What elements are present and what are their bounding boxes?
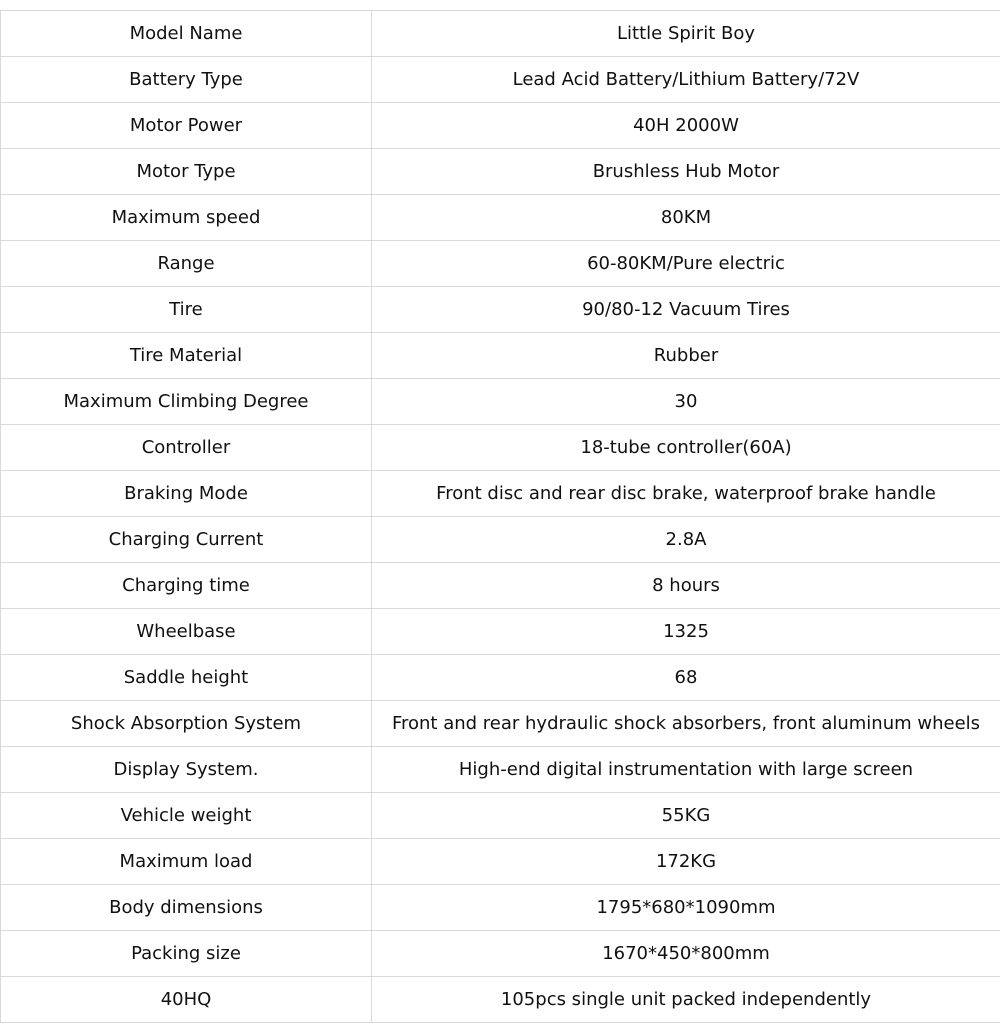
spec-label: Tire bbox=[1, 287, 372, 333]
spec-label: Shock Absorption System bbox=[1, 701, 372, 747]
spec-label: Body dimensions bbox=[1, 885, 372, 931]
spec-label: Range bbox=[1, 241, 372, 287]
table-row bbox=[1, 517, 1000, 563]
spec-label: Packing size bbox=[1, 931, 372, 977]
spec-value: 90/80-12 Vacuum Tires bbox=[372, 287, 1000, 333]
spec-value: 1795*680*1090mm bbox=[372, 885, 1000, 931]
spec-label: Motor Type bbox=[1, 149, 372, 195]
table-row bbox=[1, 425, 1000, 471]
spec-label: Charging time bbox=[1, 563, 372, 609]
table-row bbox=[1, 563, 1000, 609]
table-row bbox=[1, 655, 1000, 701]
spec-value: 2.8A bbox=[372, 517, 1000, 563]
spec-value: 172KG bbox=[372, 839, 1000, 885]
table-row bbox=[1, 333, 1000, 379]
spec-value: 68 bbox=[372, 655, 1000, 701]
spec-value: 55KG bbox=[372, 793, 1000, 839]
table-row bbox=[1, 793, 1000, 839]
spec-value: Little Spirit Boy bbox=[372, 11, 1000, 57]
spec-label: Controller bbox=[1, 425, 372, 471]
spec-value: 40H 2000W bbox=[372, 103, 1000, 149]
spec-label: Charging Current bbox=[1, 517, 372, 563]
table-row bbox=[1, 379, 1000, 425]
table-row bbox=[1, 609, 1000, 655]
spec-value: 80KM bbox=[372, 195, 1000, 241]
table-row bbox=[1, 149, 1000, 195]
spec-value: 30 bbox=[372, 379, 1000, 425]
spec-value: High-end digital instrumentation with large screen bbox=[372, 747, 1000, 793]
table-row bbox=[1, 977, 1000, 1023]
spec-label: Display System. bbox=[1, 747, 372, 793]
spec-table bbox=[0, 10, 1000, 1023]
table-row bbox=[1, 287, 1000, 333]
spec-value: 1325 bbox=[372, 609, 1000, 655]
spec-label: Maximum load bbox=[1, 839, 372, 885]
table-row bbox=[1, 57, 1000, 103]
table-row bbox=[1, 195, 1000, 241]
spec-label: Braking Mode bbox=[1, 471, 372, 517]
spec-value: 60-80KM/Pure electric bbox=[372, 241, 1000, 287]
spec-label: Vehicle weight bbox=[1, 793, 372, 839]
spec-value: Front disc and rear disc brake, waterproof brake handle bbox=[372, 471, 1000, 517]
spec-label: Tire Material bbox=[1, 333, 372, 379]
table-row bbox=[1, 241, 1000, 287]
table-row bbox=[1, 11, 1000, 57]
spec-label: Wheelbase bbox=[1, 609, 372, 655]
spec-label: Battery Type bbox=[1, 57, 372, 103]
table-row bbox=[1, 471, 1000, 517]
table-row bbox=[1, 885, 1000, 931]
table-row bbox=[1, 701, 1000, 747]
spec-value: Rubber bbox=[372, 333, 1000, 379]
spec-label: 40HQ bbox=[1, 977, 372, 1023]
spec-value: 8 hours bbox=[372, 563, 1000, 609]
spec-value: 105pcs single unit packed independently bbox=[372, 977, 1000, 1023]
spec-label: Saddle height bbox=[1, 655, 372, 701]
spec-value: Front and rear hydraulic shock absorbers, front aluminum wheels bbox=[372, 701, 1000, 747]
table-row bbox=[1, 931, 1000, 977]
spec-label: Maximum Climbing Degree bbox=[1, 379, 372, 425]
table-row bbox=[1, 747, 1000, 793]
spec-label: Motor Power bbox=[1, 103, 372, 149]
spec-label: Model Name bbox=[1, 11, 372, 57]
table-row bbox=[1, 839, 1000, 885]
table-row bbox=[1, 103, 1000, 149]
spec-value: 1670*450*800mm bbox=[372, 931, 1000, 977]
spec-value: Brushless Hub Motor bbox=[372, 149, 1000, 195]
spec-label: Maximum speed bbox=[1, 195, 372, 241]
spec-value: 18-tube controller(60A) bbox=[372, 425, 1000, 471]
spec-table-body bbox=[1, 11, 1000, 1023]
spec-value: Lead Acid Battery/Lithium Battery/72V bbox=[372, 57, 1000, 103]
